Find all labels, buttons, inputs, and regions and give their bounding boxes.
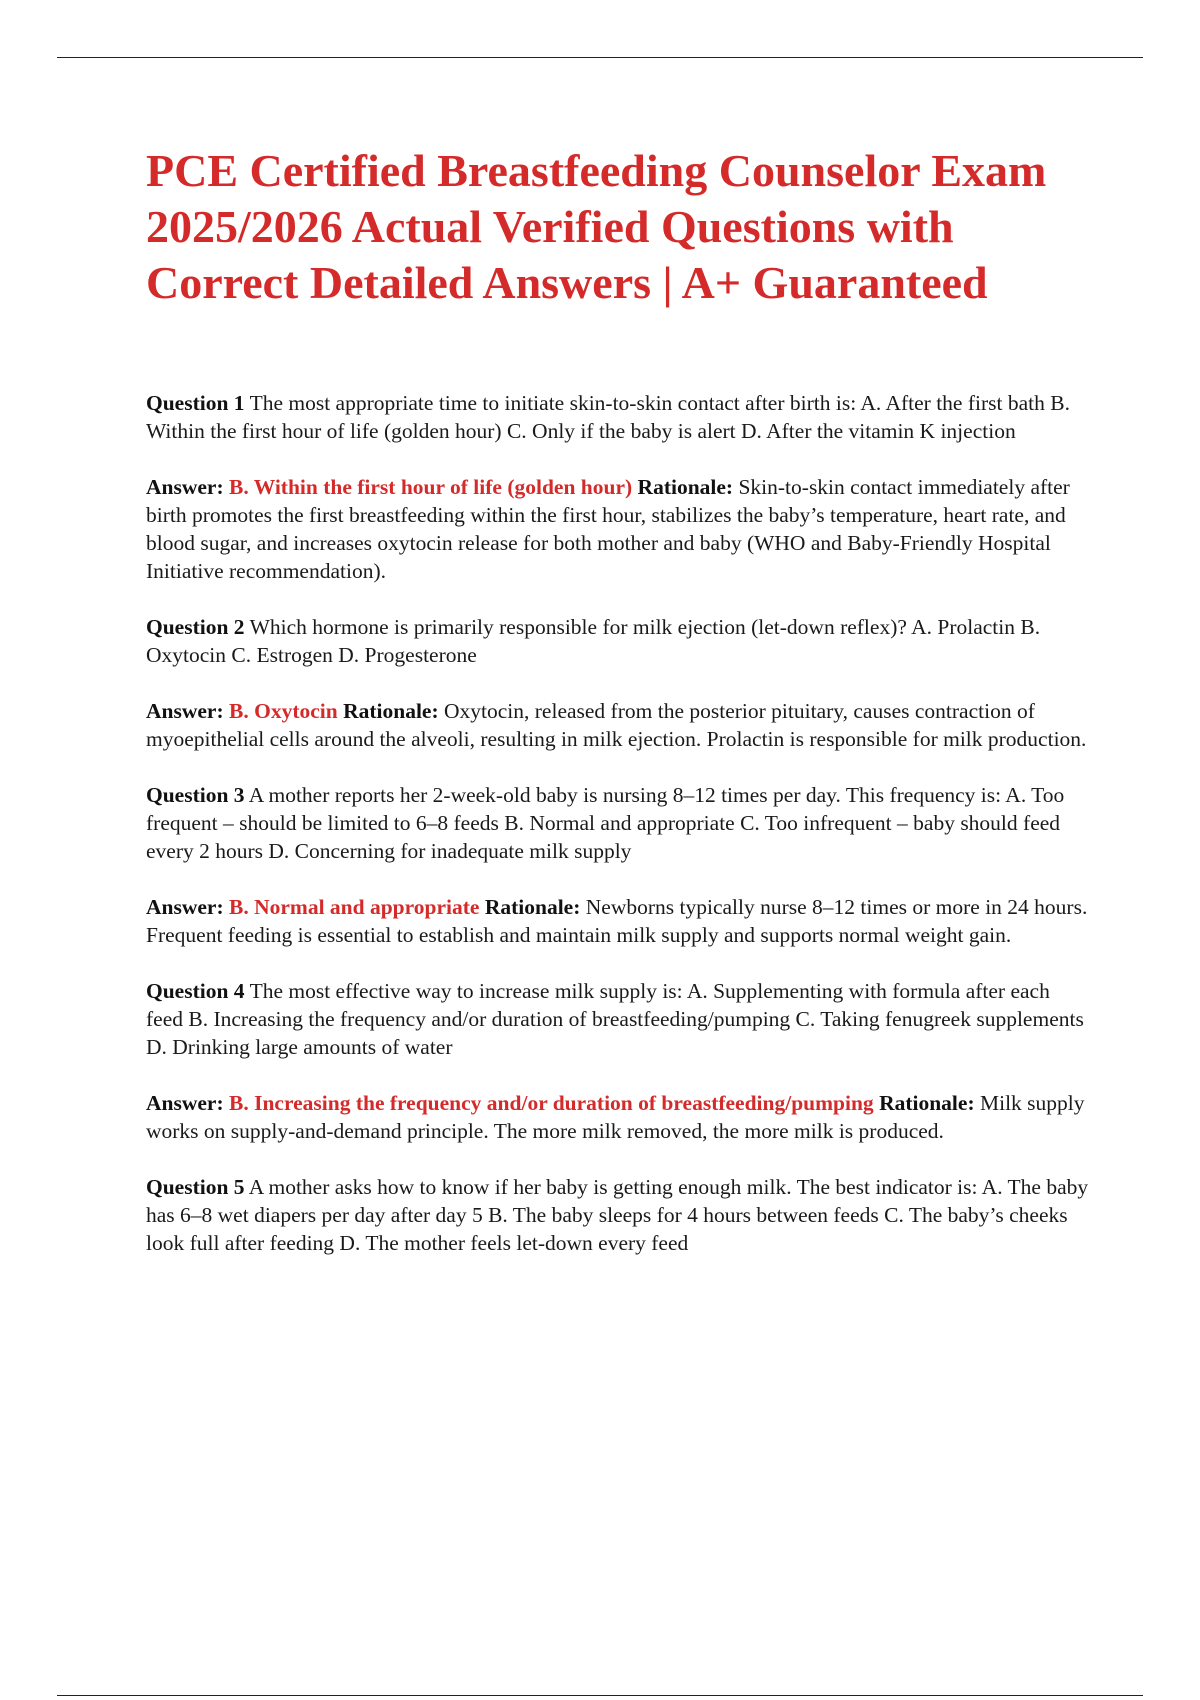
document-body bbox=[146, 143, 1090, 1285]
answer-text: B. Oxytocin bbox=[229, 699, 338, 723]
answer-label: Answer: bbox=[146, 699, 224, 723]
footer-rule bbox=[57, 1695, 1143, 1696]
question-text: Which hormone is primarily responsible for milk ejection (let-down reflex)? A. Prolactin B. Oxytocin C. Estrogen D. Progesterone bbox=[146, 615, 1041, 667]
answer-text: B. Within the first hour of life (golden hour) bbox=[229, 475, 633, 499]
question-label: Question 1 bbox=[146, 391, 245, 415]
rationale-label: Rationale: bbox=[484, 895, 581, 919]
answer-text: B. Normal and appropriate bbox=[229, 895, 480, 919]
answer-label: Answer: bbox=[146, 475, 224, 499]
question-text: The most appropriate time to initiate skin-to-skin contact after birth is: A. After the first bath B. Within the first hour of life (golden hour) C. Only if the baby is alert D. After the vitamin K injection bbox=[146, 391, 1070, 443]
rationale-text: Milk supply works on supply-and-demand principle. The more milk removed, the more milk is produced. bbox=[146, 1091, 1085, 1143]
rationale-label: Rationale: bbox=[637, 475, 734, 499]
answer-2 bbox=[146, 697, 1090, 753]
question-1 bbox=[146, 389, 1090, 445]
question-text: A mother asks how to know if her baby is getting enough milk. The best indicator is: A. The baby has 6–8 wet diapers per day after day 5 B. The baby sleeps for 4 hours between feeds C. The baby’s cheeks look full after feeding D. The mother feels let-down every feed bbox=[146, 1175, 1089, 1255]
header-rule bbox=[57, 57, 1143, 58]
answer-3 bbox=[146, 893, 1090, 949]
rationale-label: Rationale: bbox=[343, 699, 439, 723]
question-label: Question 3 bbox=[146, 783, 245, 807]
document-title: PCE Certified Breastfeeding Counselor Exam 2025/2026 Actual Verified Questions with Correct Detailed Answers | A+ Guaranteed bbox=[146, 145, 1047, 308]
rationale-label: Rationale: bbox=[879, 1091, 975, 1115]
answer-4 bbox=[146, 1089, 1090, 1145]
question-label: Question 5 bbox=[146, 1175, 245, 1199]
answer-text: B. Increasing the frequency and/or duration of breastfeeding/pumping bbox=[229, 1091, 874, 1115]
rationale-text: Skin-to-skin contact immediately after birth promotes the first breastfeeding within the first hour, stabilizes the baby’s temperature, heart rate, and blood sugar, and increases oxytocin release for both mother and baby (WHO and Baby-Friendly Hospital Initiative recommendation). bbox=[146, 475, 1070, 583]
question-list bbox=[146, 389, 1090, 1257]
question-text: A mother reports her 2-week-old baby is nursing 8–12 times per day. This frequency is: A. Too frequent – should be limited to 6–8 feeds B. Normal and appropriate C. Too infrequent – baby should feed every 2 hours D. Concerning for inadequate milk supply bbox=[146, 783, 1065, 863]
question-4 bbox=[146, 977, 1090, 1061]
question-label: Question 4 bbox=[146, 979, 245, 1003]
question-2 bbox=[146, 613, 1090, 669]
question-5 bbox=[146, 1173, 1090, 1257]
answer-label: Answer: bbox=[146, 1091, 224, 1115]
question-text: The most effective way to increase milk supply is: A. Supplementing with formula after each feed B. Increasing the frequency and/or duration of breastfeeding/pumping C. Taking fenugreek supplements D. Drinking large amounts of water bbox=[146, 979, 1084, 1059]
rationale-text: Newborns typically nurse 8–12 times or more in 24 hours. Frequent feeding is essential to establish and maintain milk supply and supports normal weight gain. bbox=[146, 895, 1088, 947]
answer-label: Answer: bbox=[146, 895, 224, 919]
rationale-text: Oxytocin, released from the posterior pituitary, causes contraction of myoepithelial cells around the alveoli, resulting in milk ejection. Prolactin is responsible for milk production. bbox=[146, 699, 1087, 751]
question-label: Question 2 bbox=[146, 615, 245, 639]
answer-1 bbox=[146, 473, 1090, 585]
question-3 bbox=[146, 781, 1090, 865]
